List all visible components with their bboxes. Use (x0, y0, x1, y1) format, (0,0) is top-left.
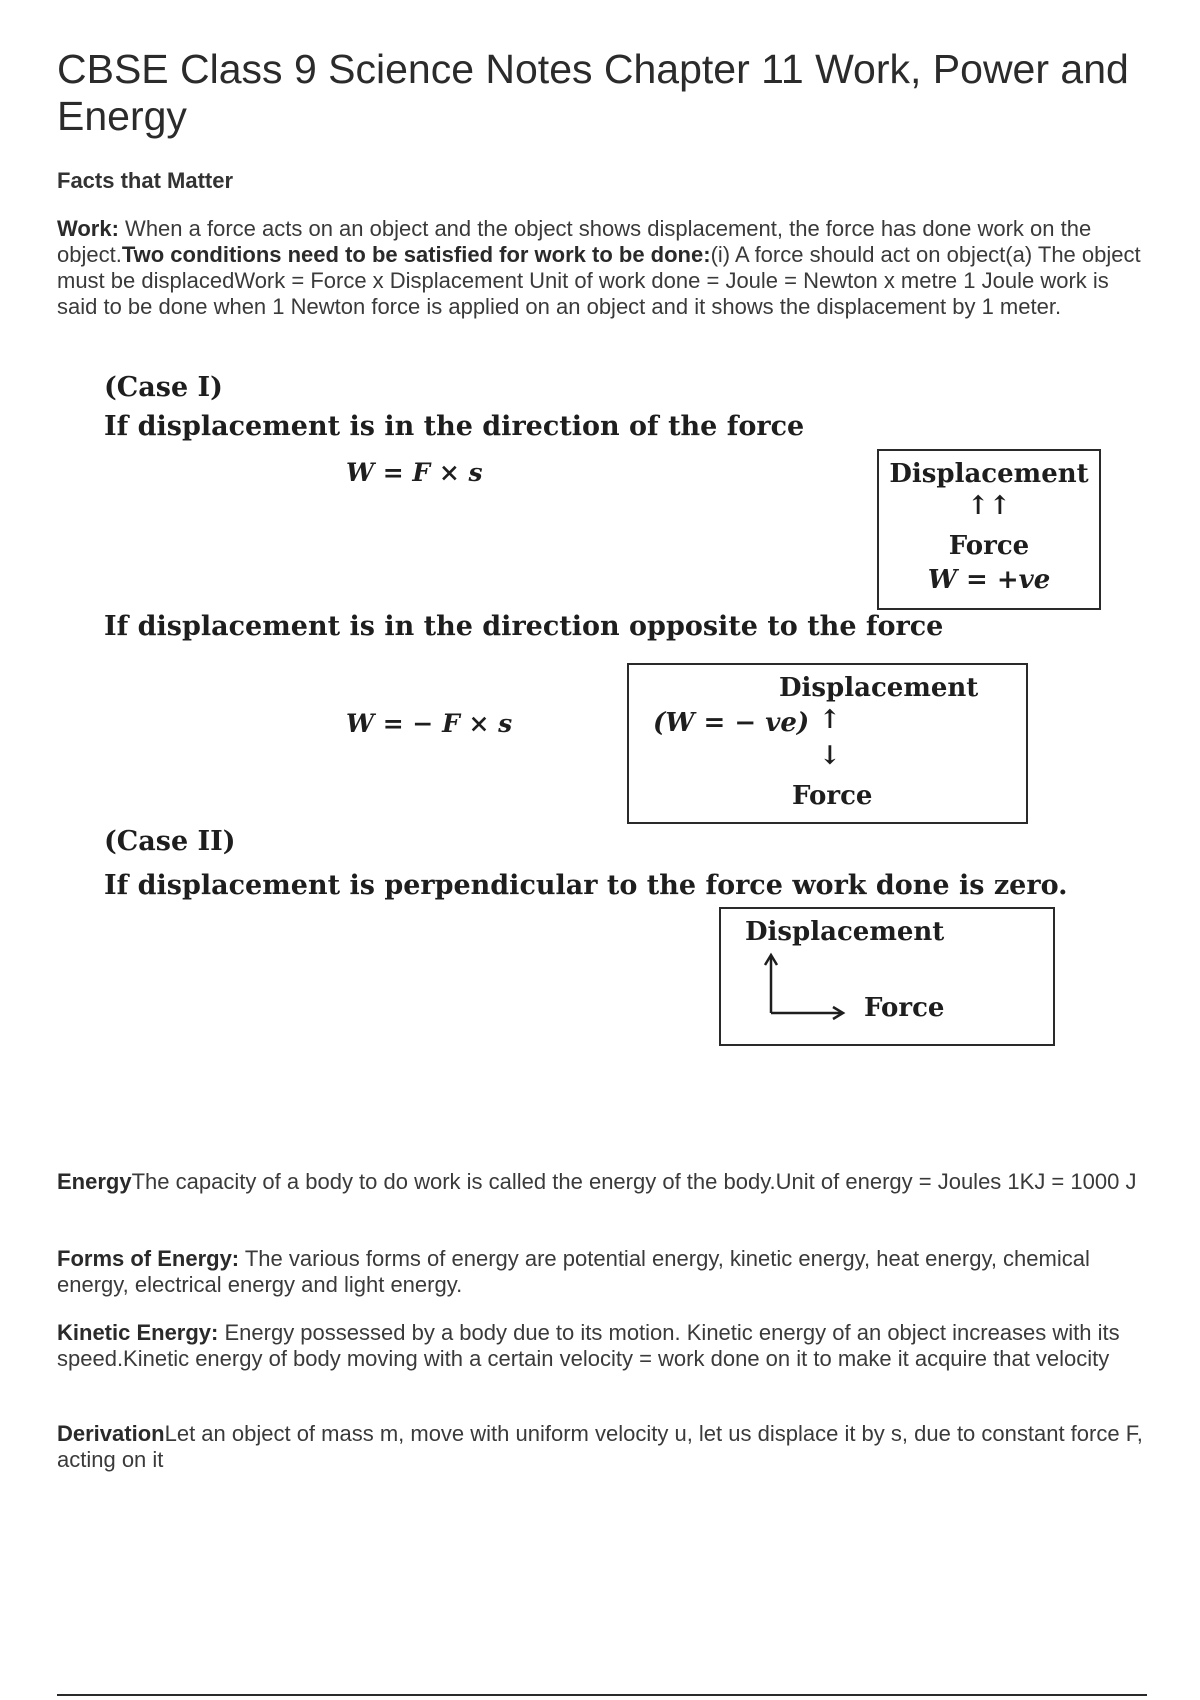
box1-displacement-label: Displacement (889, 459, 1089, 489)
work-text-2: (i) A force should act on object(a) The object must be displacedWork = Force x Displacement Unit of work done = Joule = Newton x metre 1 Joule work is said to be done when 1 Newton force is applied on an object and it shows the displacement by 1 meter. (57, 242, 1141, 319)
equation-negative-work: W = − F × s (346, 709, 513, 738)
box2-work-result: (W = − ve) (653, 708, 810, 738)
case-1-label: (Case I) (104, 372, 223, 403)
forms-label: Forms of Energy: (57, 1246, 240, 1271)
work-paragraph (57, 216, 1147, 320)
kinetic-label: Kinetic Energy: (57, 1320, 219, 1345)
kinetic-energy-paragraph (57, 1320, 1147, 1372)
work-text-1: When a force acts on an object and the object shows displacement, the force has done work on the object. (57, 216, 1092, 267)
work-label: Work: (57, 216, 119, 241)
equation-positive-work: W = F × s (346, 458, 483, 487)
box3-force-label: Force (864, 993, 945, 1023)
box2-up-arrow-icon: ↑ (819, 705, 841, 735)
box-same-direction (877, 449, 1101, 610)
case-1-line: If displacement is in the direction of the force (104, 411, 805, 442)
box1-up-arrows-icon: ↑↑ (967, 491, 1011, 521)
box1-force-label: Force (948, 531, 1030, 561)
box3-displacement-label: Displacement (745, 917, 945, 947)
bottom-divider (57, 1694, 1147, 1696)
box2-displacement-label: Displacement (779, 673, 979, 703)
box2-down-arrow-icon: ↓ (819, 741, 841, 771)
work-conditions-label: Two conditions need to be satisfied for work to be done: (121, 242, 711, 267)
case-2-label: (Case II) (104, 826, 236, 857)
case-1b-line: If displacement is in the direction opposite to the force (104, 611, 944, 642)
forms-text: The various forms of energy are potential energy, kinetic energy, heat energy, chemical energy, electrical energy and light energy. (57, 1246, 1090, 1297)
forms-of-energy-paragraph (57, 1246, 1147, 1298)
box2-force-label: Force (792, 781, 873, 811)
case-2-line: If displacement is perpendicular to the force work done is zero. (104, 870, 1068, 901)
derivation-paragraph (57, 1421, 1147, 1473)
energy-paragraph (57, 1169, 1147, 1195)
energy-label: Energy (57, 1169, 132, 1194)
page-title: CBSE Class 9 Science Notes Chapter 11 Work, Power and Energy (57, 46, 1129, 139)
kinetic-text: Energy possessed by a body due to its motion. Kinetic energy of an object increases with its speed.Kinetic energy of body moving with a certain velocity = work done on it to make it acquire that velocity (57, 1320, 1120, 1371)
box1-work-result: W = +ve (927, 565, 1051, 595)
box-perpendicular (719, 907, 1055, 1046)
perpendicular-arrows-icon (721, 909, 1053, 1044)
derivation-label: Derivation (57, 1421, 165, 1446)
derivation-text: Let an object of mass m, move with uniform velocity u, let us displace it by s, due to constant force F, acting on it (57, 1421, 1143, 1472)
section-subheading: Facts that Matter (57, 168, 234, 193)
energy-text: The capacity of a body to do work is called the energy of the body.Unit of energy = Joules 1KJ = 1000 J (131, 1169, 1137, 1194)
box-opposite-direction (627, 663, 1028, 824)
